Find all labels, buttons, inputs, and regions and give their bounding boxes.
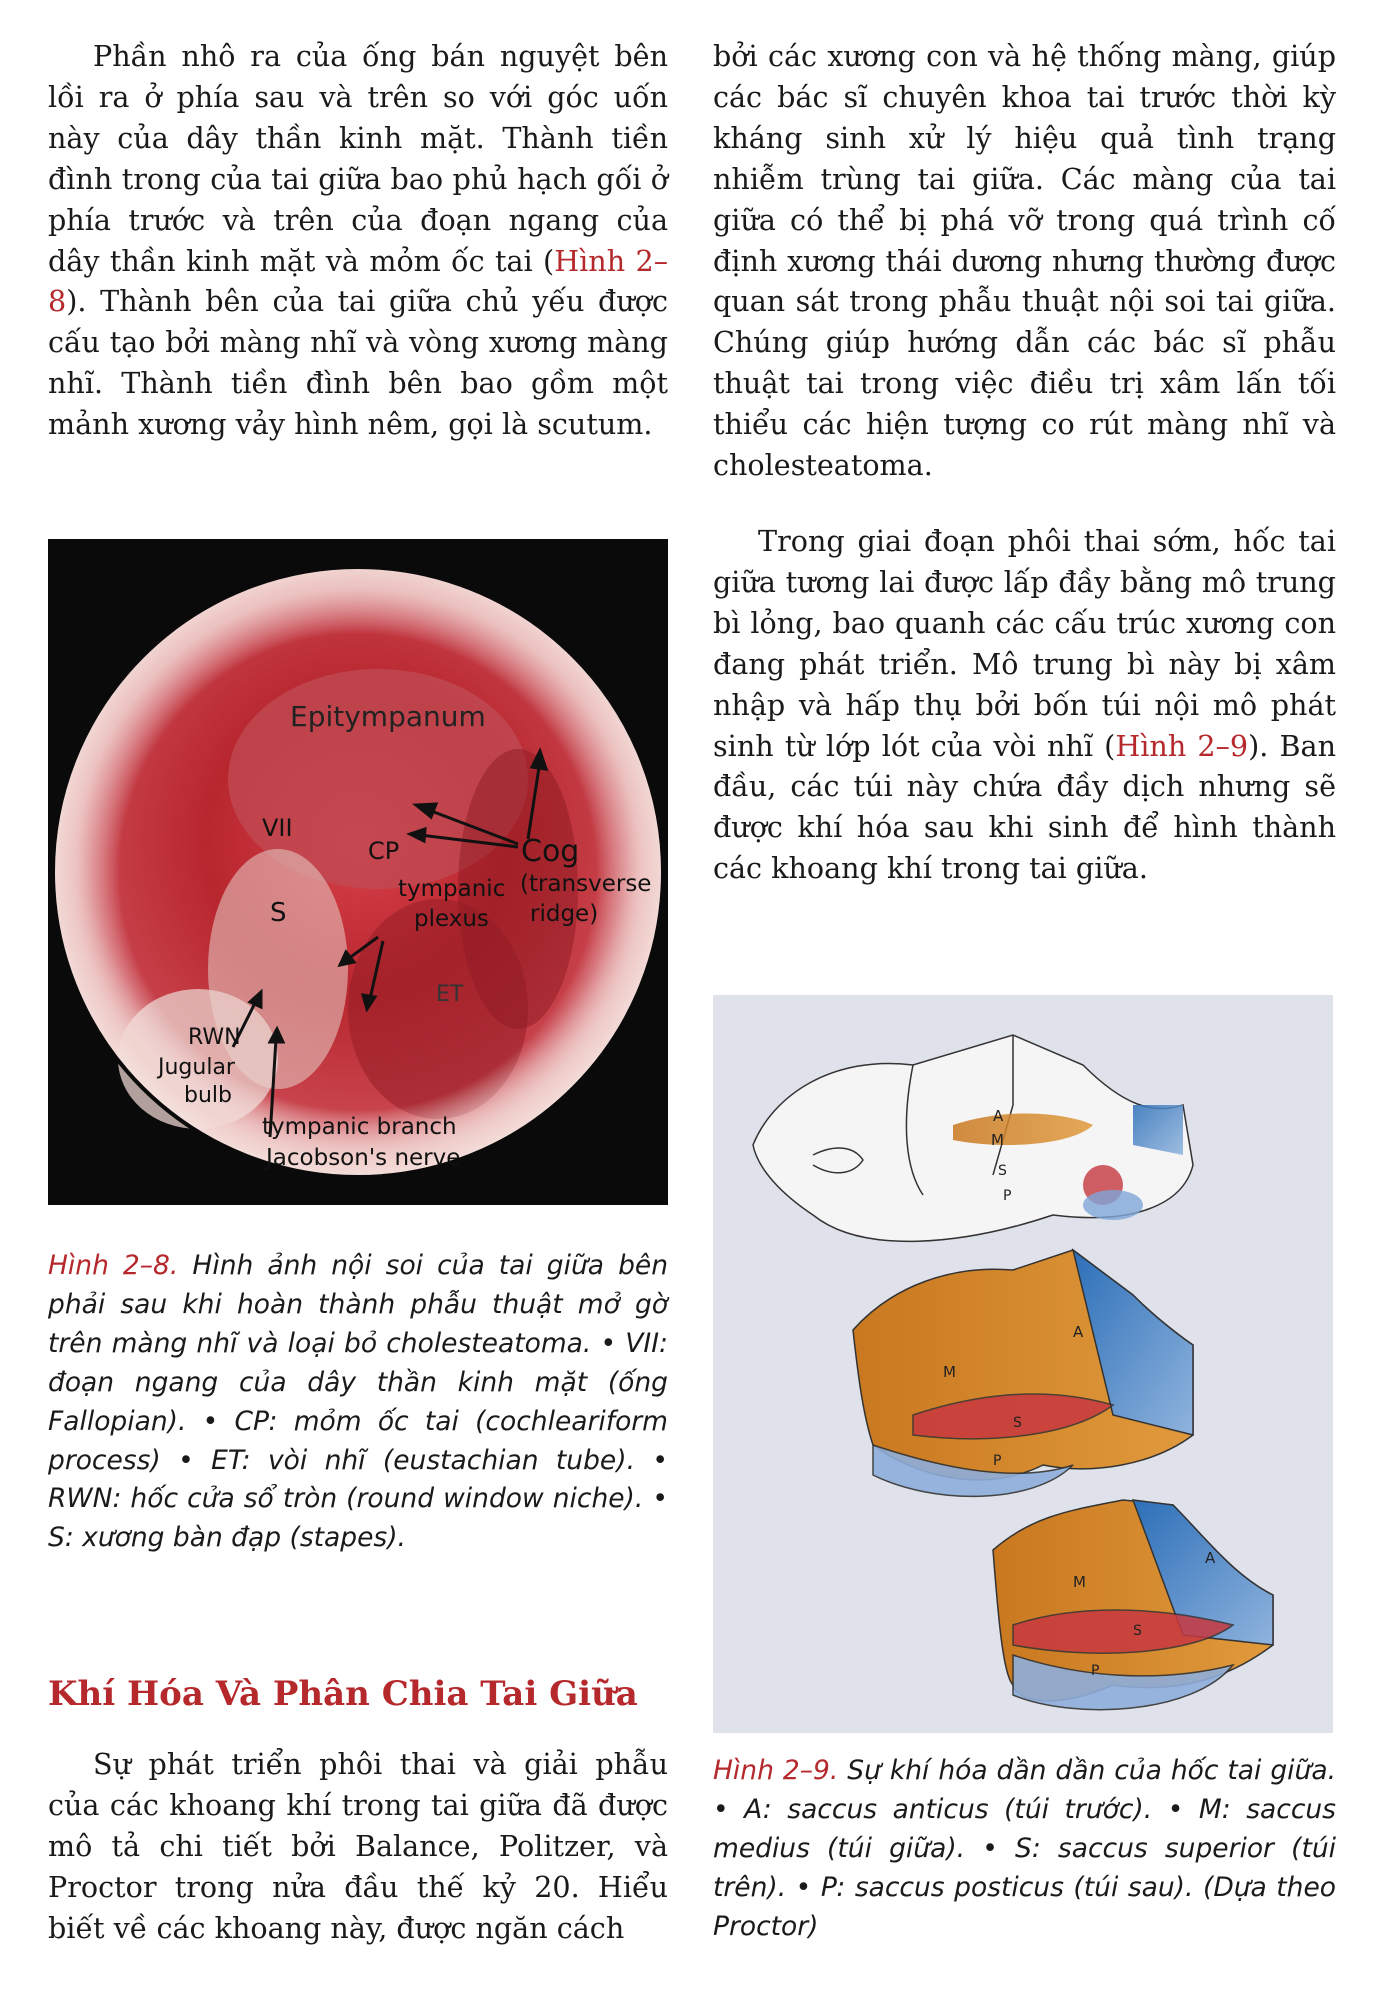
stage1-label-p: P — [1003, 1188, 1012, 1204]
stage2-label-s: S — [1013, 1415, 1022, 1431]
label-transverse: (transverse — [520, 871, 652, 897]
section-title: Khí Hóa Và Phân Chia Tai Giữa — [48, 1674, 638, 1714]
label-ridge: ridge) — [530, 901, 599, 927]
label-jugular: Jugular — [158, 1055, 235, 1080]
right-column-p2 — [713, 521, 1336, 889]
label-rwn: RWN — [188, 1025, 241, 1050]
stage3-label-p: P — [1091, 1663, 1100, 1679]
stage1-label-s: S — [998, 1163, 1007, 1179]
section-block — [48, 1674, 668, 1714]
paragraph-embryo: Trong giai đoạn phôi thai sớm, hốc tai giữa tương lai được lấp đầy bằng mô trung bì lỏng, bao quanh các cấu trúc xương con đang phát triển. Mô trung bì này bị xâm nhập và hấp thụ bởi bốn túi nội mô phát sinh từ lớp lót của vòi nhĩ (Hình 2–9). Ban đầu, các túi này chứa đầy dịch nhưng sẽ được khí hóa sau khi sinh để hình thành các khoang khí trong tai giữa. — [713, 524, 1336, 886]
label-cog: Cog — [521, 834, 580, 869]
figure-2-8-ref[interactable]: Hình 2–8 — [48, 243, 668, 319]
figure-2-8-caption: Hình 2–8. Hình ảnh nội soi của tai giữa bên phải sau khi hoàn thành phẫu thuật mở gờ trên màng nhĩ và loại bỏ cholesteatoma. • VII: đoạn ngang của dây thần kinh mặt (ống Fallopian). • CP: mỏm ốc tai (cochleariform process) • ET: vòi nhĩ (eustachian tube). • RWN: hốc cửa sổ tròn (round window niche). • S: xương bàn đạp (stapes). — [48, 1250, 668, 1554]
left-column — [48, 36, 668, 445]
figure-2-9-image — [713, 995, 1333, 1733]
stage3-label-a: A — [1205, 1549, 1216, 1567]
label-tympanic: tympanic — [398, 876, 506, 902]
caption-label: Hình 2–9. — [713, 1755, 839, 1786]
endoscopic-photo — [48, 539, 668, 1205]
label-jacobson: Jacobson's nerve — [266, 1145, 461, 1171]
label-cp: CP — [368, 837, 400, 865]
label-s: S — [270, 898, 287, 928]
label-et: ET — [436, 982, 464, 1007]
paragraph-facial-nerve: Phần nhô ra của ống bán nguyệt bên lồi ra ở phía sau và trên so với góc uốn này của dây thần kinh mặt. Thành tiền đình trong của tai giữa bao phủ hạch gối ở phía trước và trên của đoạn ngang của dây thần kinh mặt và mỏm ốc tai (Hình 2–8). Thành bên của tai giữa chủ yếu được cấu tạo bởi màng nhĩ và vòng xương màng nhĩ. Thành tiền đình bên bao gồm một mảnh xương vảy hình nêm, gọi là scutum. — [48, 39, 668, 442]
label-epitympanum: Epitympanum — [290, 700, 486, 733]
label-vii: VII — [262, 814, 293, 842]
stage3-label-s: S — [1133, 1623, 1142, 1639]
right-column — [713, 36, 1336, 486]
pneumatization-diagram — [713, 995, 1333, 1733]
figure-2-9-ref[interactable]: Hình 2–9 — [1115, 728, 1249, 763]
stage1-label-m: M — [991, 1131, 1004, 1149]
label-tympanic-branch: tympanic branch — [262, 1114, 457, 1140]
figure-2-9-caption: Hình 2–9. Sự khí hóa dần dần của hốc tai giữa. • A: saccus anticus (túi trước). • M: saccus medius (túi giữa). • S: saccus superior (túi trên). • P: saccus posticus (túi sau). (Dựa theo Proctor) — [713, 1755, 1336, 1942]
paragraph-membranes: bởi các xương con và hệ thống màng, giúp các bác sĩ chuyên khoa tai trước thời kỳ kháng sinh xử lý hiệu quả tình trạng nhiễm trùng tai giữa. Các màng của tai giữa có thể bị phá vỡ trong quá trình cố định xương thái dương nhưng thường được quan sát trong phẫu thuật nội soi tai giữa. Chúng giúp hướng dẫn các bác sĩ phẫu thuật tai trong việc điều trị xâm lấn tối thiểu các hiện tượng co rút màng nhĩ và cholesteatoma. — [713, 39, 1336, 483]
label-plexus: plexus — [414, 906, 489, 932]
section-paragraph: Sự phát triển phôi thai và giải phẫu của các khoang khí trong tai giữa đã được mô tả chi tiết bởi Balance, Politzer, và Proctor trong nửa đầu thế kỷ 20. Hiểu biết về các khoang này, được ngăn cách — [48, 1747, 668, 1945]
stage2-label-m: M — [943, 1363, 956, 1381]
stage1-label-a: A — [993, 1107, 1004, 1125]
stage3-label-m: M — [1073, 1573, 1086, 1591]
figure-2-8-image — [48, 539, 668, 1205]
stage2-label-p: P — [993, 1453, 1002, 1469]
caption-label: Hình 2–8. — [48, 1250, 179, 1281]
label-bulb: bulb — [184, 1083, 232, 1108]
section-paragraph-block — [48, 1744, 668, 1949]
stage2-label-a: A — [1073, 1323, 1084, 1341]
